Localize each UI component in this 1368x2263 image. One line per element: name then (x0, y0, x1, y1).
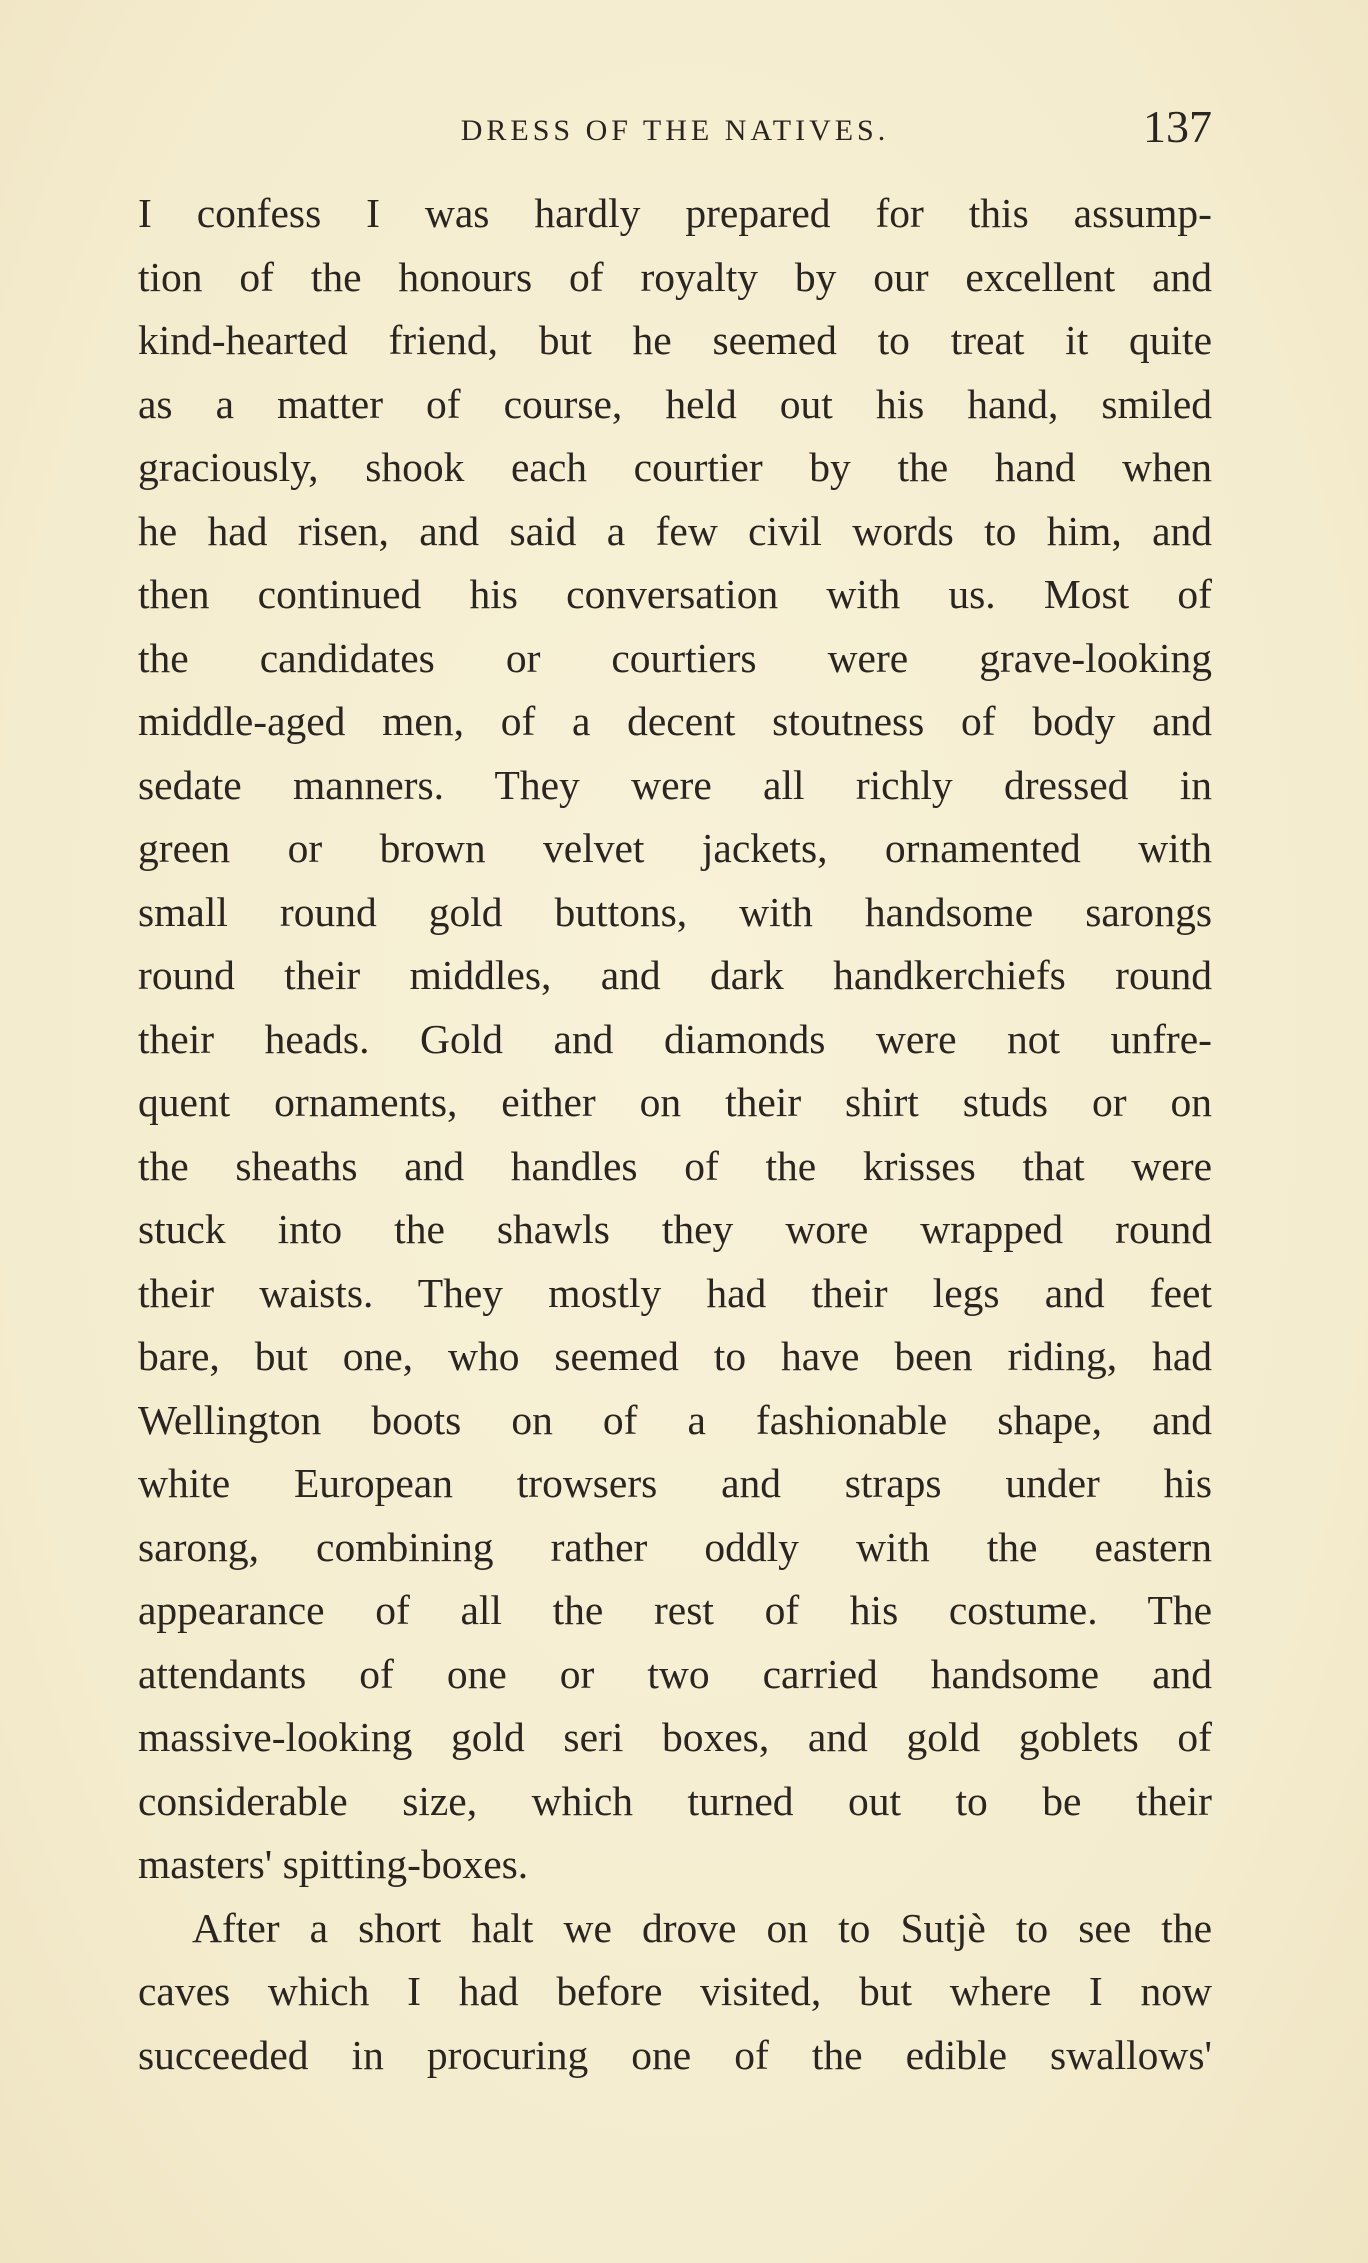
text-line: bare, but one, who seemed to have been riding, had (138, 1333, 1212, 1379)
text-line: quent ornaments, either on their shirt studs or on (138, 1079, 1212, 1125)
text-line: the sheaths and handles of the krisses that were (138, 1142, 1212, 1189)
running-head (138, 100, 1212, 160)
text-line: their waists. They mostly had their legs and feet (138, 1269, 1212, 1316)
text-line-paragraph-start: After a short halt we drove on to Sutjè to see the (192, 1904, 1212, 1951)
text-line: caves which I had before visited, but where I now (138, 1968, 1212, 2014)
text-line: tion of the honours of royalty by our excellent and (138, 253, 1212, 300)
text-line: white European trowsers and straps under his (138, 1460, 1212, 1506)
text-line: the candidates or courtiers were grave-looking (138, 634, 1212, 681)
text-line: then continued his conversation with us. Most of (138, 571, 1212, 617)
text-line: massive-looking gold seri boxes, and gold goblets of (138, 1714, 1212, 1760)
text-line: round their middles, and dark handkerchiefs round (138, 952, 1212, 998)
text-line: middle-aged men, of a decent stoutness of body and (138, 698, 1212, 744)
text-line: graciously, shook each courtier by the hand when (138, 444, 1212, 490)
body-text (138, 182, 1212, 2087)
page-number: 137 (1143, 101, 1212, 152)
running-title: DRESS OF THE NATIVES. (460, 114, 890, 147)
text-line: attendants of one or two carried handsome and (138, 1650, 1212, 1697)
text-line: considerable size, which turned out to be their (138, 1777, 1212, 1824)
text-line: succeeded in procuring one of the edible swallows' (138, 2031, 1212, 2078)
text-line: sarong, combining rather oddly with the eastern (138, 1523, 1212, 1570)
text-line: he had risen, and said a few civil words to him, and (138, 507, 1212, 554)
text-line-paragraph-end: masters' spitting-boxes. (138, 1841, 529, 1887)
text-line: Wellington boots on of a fashionable shape, and (138, 1396, 1212, 1443)
text-line: sedate manners. They were all richly dressed in (138, 761, 1212, 808)
text-line: kind-hearted friend, but he seemed to treat it quite (138, 317, 1212, 363)
text-line: their heads. Gold and diamonds were not unfre- (138, 1015, 1212, 1062)
text-line: stuck into the shawls they wore wrapped round (138, 1206, 1212, 1252)
text-line: I confess I was hardly prepared for this assump- (138, 190, 1212, 236)
text-line: green or brown velvet jackets, ornamented with (138, 825, 1212, 871)
text-line: appearance of all the rest of his costume. The (138, 1587, 1212, 1633)
text-line: as a matter of course, held out his hand, smiled (138, 380, 1212, 427)
text-line: small round gold buttons, with handsome sarongs (138, 888, 1212, 935)
